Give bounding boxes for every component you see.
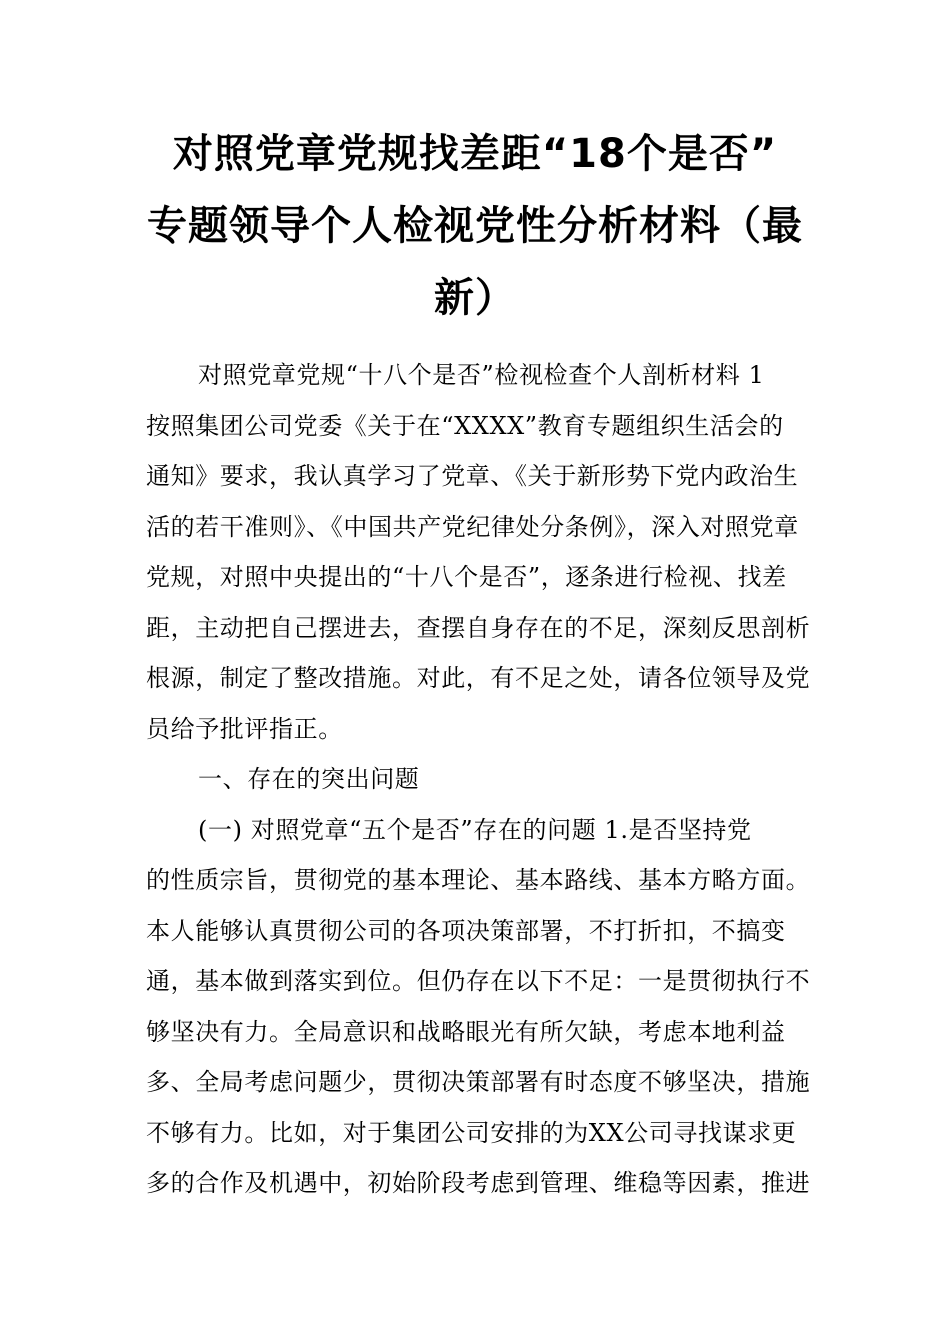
title-line-1: 对照党章党规找差距“18个是否”: [172, 131, 778, 177]
body-line: 的性质宗旨，贯彻党的基本理论、基本路线、基本方略方面。: [146, 866, 811, 894]
body-line: 不够有力。比如，对于集团公司安排的为XX公司寻找谋求更: [146, 1118, 797, 1147]
body-line: 对照党章党规“十八个是否”检视检查个人剖析材料 1: [198, 361, 765, 389]
body-line: 够坚决有力。全局意识和战略眼光有所欠缺，考虑本地利益: [146, 1017, 786, 1046]
body-line: 多、全局考虑问题少，贯彻决策部署有时态度不够坚决，措施: [146, 1068, 811, 1096]
section-heading: 一、存在的突出问题: [198, 765, 420, 793]
body-line: 通，基本做到落实到位。但仍存在以下不足：一是贯彻执行不: [146, 967, 811, 995]
body-line: 通知》要求，我认真学习了党章、《关于新形势下党内政治生: [146, 462, 799, 490]
body-line: 多的合作及机遇中，初始阶段考虑到管理、维稳等因素，推进: [146, 1169, 811, 1197]
body-line: 活的若干准则》、《中国共产党纪律处分条例》，深入对照党章: [146, 512, 799, 541]
body-line: 党规，对照中央提出的“十八个是否”，逐条进行检视、找差: [146, 563, 787, 591]
body-line: 根源，制定了整改措施。对此，有不足之处，请各位领导及党: [146, 664, 811, 692]
body-line: 距，主动把自己摆进去，查摆自身存在的不足，深刻反思剖析: [146, 613, 811, 642]
body-line: 员给予批评指正。: [146, 714, 343, 743]
body-line: 按照集团公司党委《关于在“XXXX”教育专题组织生活会的: [146, 411, 784, 440]
document-body: [146, 350, 811, 1209]
document-title: [140, 118, 810, 334]
title-line-2: 专题领导个人检视党性分析材料（最: [147, 203, 803, 249]
title-line-3: 新）: [434, 275, 516, 321]
body-line: 本人能够认真贯彻公司的各项决策部署，不打折扣，不搞变: [146, 916, 786, 945]
subsection-heading: (一) 对照党章“五个是否”存在的问题 1.是否坚持党: [198, 815, 752, 844]
